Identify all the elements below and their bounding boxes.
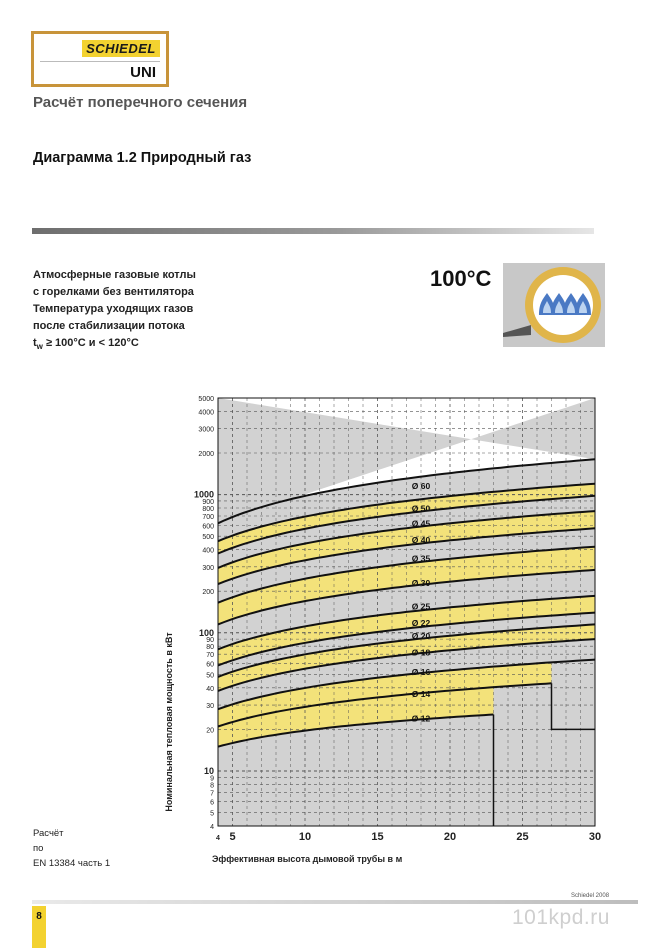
band-label-6: Ø 22 bbox=[411, 617, 431, 628]
y-tick-label-900: 900 bbox=[202, 498, 214, 506]
band-label-7: Ø 25 bbox=[411, 601, 431, 612]
y-tick-label-90: 90 bbox=[206, 637, 214, 645]
calculation-note bbox=[33, 826, 110, 871]
band-label-10: Ø 40 bbox=[411, 534, 431, 545]
page-number: 8 bbox=[32, 906, 46, 948]
y-tick-label-3000: 3000 bbox=[198, 426, 214, 434]
x-tick-label-30: 30 bbox=[588, 831, 602, 843]
y-tick-label-6: 6 bbox=[210, 799, 214, 807]
diagram-title: Диаграмма 1.2 Природный газ bbox=[33, 150, 252, 166]
y-tick-label-5: 5 bbox=[210, 810, 214, 818]
y-tick-label-40: 40 bbox=[206, 685, 214, 693]
x-tick-label-20: 20 bbox=[443, 831, 457, 843]
band-label-13: Ø 60 bbox=[411, 481, 431, 492]
footer-copyright: Schiedel 2008 bbox=[571, 893, 610, 899]
band-label-9: Ø 35 bbox=[411, 553, 431, 564]
y-tick-label-50: 50 bbox=[206, 672, 214, 680]
y-tick-label-9: 9 bbox=[210, 775, 214, 783]
x-tick-label-5: 5 bbox=[229, 831, 236, 843]
y-tick-label-2000: 2000 bbox=[198, 450, 214, 458]
temperature-label: 100°C bbox=[430, 266, 492, 291]
y-axis-label: Номинальная тепловая мощность в кВт bbox=[164, 632, 174, 812]
band-label-1: Ø 12 bbox=[411, 713, 431, 724]
y-tick-label-7: 7 bbox=[210, 790, 214, 798]
description-line-2: с горелками без вентилятора bbox=[33, 286, 194, 298]
y-tick-label-60: 60 bbox=[206, 661, 214, 669]
band-label-5: Ø 20 bbox=[411, 630, 431, 641]
y-tick-label-4: 4 bbox=[210, 824, 214, 831]
temp-subscript: w bbox=[36, 342, 43, 352]
y-tick-label-500: 500 bbox=[202, 534, 214, 542]
x-axis-label: Эффективная высота дымовой трубы в м bbox=[212, 854, 403, 864]
footer-divider bbox=[32, 900, 638, 904]
y-tick-label-200: 200 bbox=[202, 589, 214, 597]
description-line-1: Атмосферные газовые котлы bbox=[33, 269, 196, 281]
x-tick-label-10: 10 bbox=[298, 831, 312, 843]
band-label-12: Ø 50 bbox=[411, 503, 431, 514]
calc-note-line-2: по bbox=[33, 843, 44, 854]
y-tick-label-1000: 1000 bbox=[193, 489, 214, 500]
x-tick-label-15: 15 bbox=[371, 831, 384, 843]
band-label-3: Ø 16 bbox=[411, 667, 431, 678]
band-label-2: Ø 14 bbox=[411, 689, 431, 700]
model-label: UNI bbox=[130, 64, 156, 81]
y-tick-label-70: 70 bbox=[206, 652, 214, 660]
calc-note-line-3: EN 13384 часть 1 bbox=[33, 858, 111, 869]
y-tick-label-20: 20 bbox=[206, 727, 214, 735]
y-tick-label-30: 30 bbox=[206, 703, 214, 711]
description-line-3: Температура уходящих газов bbox=[33, 303, 194, 315]
y-tick-label-8: 8 bbox=[210, 782, 214, 790]
calc-note-line-1: Расчёт bbox=[33, 828, 64, 839]
temp-symbol: t bbox=[33, 337, 37, 349]
y-tick-label-4000: 4000 bbox=[198, 409, 214, 417]
band-label-11: Ø 45 bbox=[411, 518, 431, 529]
description-line-4: после стабилизации потока bbox=[33, 320, 185, 332]
y-tick-label-10: 10 bbox=[203, 766, 214, 777]
y-tick-label-700: 700 bbox=[202, 514, 214, 522]
y-tick-label-80: 80 bbox=[206, 644, 214, 652]
page-title: Расчёт поперечного сечения bbox=[33, 94, 248, 111]
band-label-4: Ø 18 bbox=[411, 647, 431, 658]
y-tick-label-300: 300 bbox=[202, 564, 214, 572]
x-tick-label-25: 25 bbox=[516, 831, 529, 843]
brand-label: SCHIEDEL bbox=[82, 40, 160, 57]
watermark: 101kpd.ru bbox=[512, 906, 610, 929]
y-tick-label-100: 100 bbox=[198, 627, 214, 638]
temp-range: ≥ 100°C и < 120°C bbox=[42, 337, 139, 349]
x-tick-label-4: 4 bbox=[216, 835, 220, 842]
band-label-8: Ø 30 bbox=[411, 577, 431, 588]
y-tick-label-600: 600 bbox=[202, 523, 214, 531]
y-tick-label-800: 800 bbox=[202, 505, 214, 513]
y-tick-label-400: 400 bbox=[202, 547, 214, 555]
y-tick-label-5000: 5000 bbox=[198, 396, 214, 403]
